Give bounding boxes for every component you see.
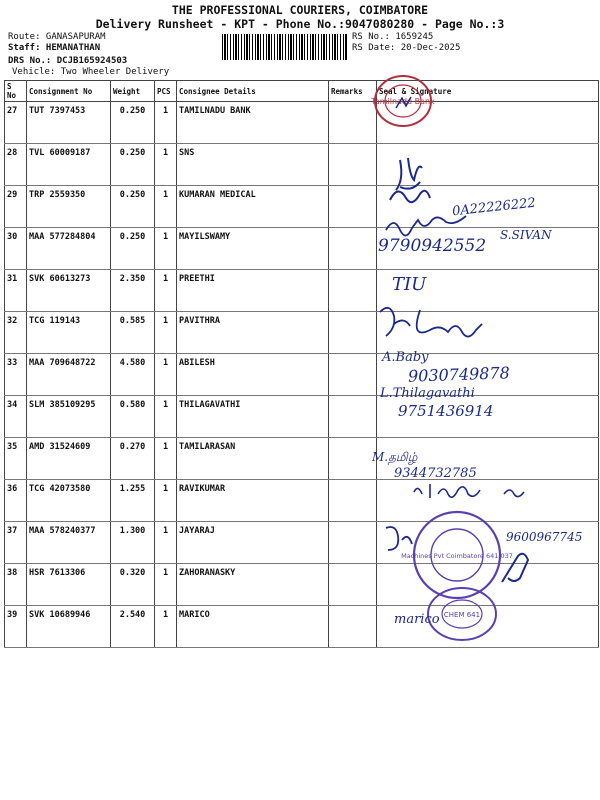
cell-weight: 0.580 (111, 396, 155, 438)
cell-pcs: 1 (155, 228, 177, 270)
header-consignee: Consignee Details (177, 81, 329, 102)
cell-sno: 32 (5, 312, 27, 354)
cell-cons: SLM 385109295 (27, 396, 111, 438)
cell-weight: 0.585 (111, 312, 155, 354)
handwritten-name-33: A.Baby (382, 350, 429, 365)
cell-weight: 0.250 (111, 144, 155, 186)
cell-consignee: TAMILNADU BANK (177, 102, 329, 144)
cell-remarks (329, 228, 377, 270)
table-row (5, 312, 599, 354)
handwritten-phone-37: 9600967745 (506, 530, 583, 544)
cell-remarks (329, 564, 377, 606)
cell-weight: 0.250 (111, 102, 155, 144)
cell-cons: MAA 578240377 (27, 522, 111, 564)
cell-consignee: SNS (177, 144, 329, 186)
cell-pcs: 1 (155, 186, 177, 228)
handwritten-initial-31: TIU (392, 274, 427, 295)
cell-remarks (329, 480, 377, 522)
cell-cons: HSR 7613306 (27, 564, 111, 606)
cell-consignee: PAVITHRA (177, 312, 329, 354)
cell-consignee: RAVIKUMAR (177, 480, 329, 522)
cell-pcs: 1 (155, 102, 177, 144)
rs-number: RS No.: 1659245 (352, 32, 434, 42)
cell-remarks (329, 354, 377, 396)
cell-pcs: 1 (155, 522, 177, 564)
handwritten-phone-30: 9790942552 (378, 236, 487, 256)
cell-cons: MAA 577284804 (27, 228, 111, 270)
cell-remarks (329, 144, 377, 186)
table-row (5, 438, 599, 480)
table-row (5, 480, 599, 522)
drs-label: DRS No.: DCJB165924503 (8, 56, 128, 66)
cell-consignee: MARICO (177, 606, 329, 648)
cell-pcs: 1 (155, 312, 177, 354)
cell-sno: 39 (5, 606, 27, 648)
cell-sno: 33 (5, 354, 27, 396)
runsheet-subtitle: Delivery Runsheet - KPT - Phone No.:9047080280 - Page No.:3 (95, 17, 505, 31)
cell-consignee: KUMARAN MEDICAL (177, 186, 329, 228)
cell-weight: 1.300 (111, 522, 155, 564)
table-row (5, 396, 599, 438)
cell-sno: 29 (5, 186, 27, 228)
cell-consignee: ABILESH (177, 354, 329, 396)
cell-consignee: THILAGAVATHI (177, 396, 329, 438)
machines-stamp-text: Machines Pvt Coimbatore 641 037 (401, 552, 513, 560)
cell-cons: TCG 119143 (27, 312, 111, 354)
cell-consignee: MAYILSWAMY (177, 228, 329, 270)
cell-pcs: 1 (155, 606, 177, 648)
cell-remarks (329, 102, 377, 144)
cell-weight: 0.270 (111, 438, 155, 480)
header-seal-signature: Seal & Signature (377, 81, 599, 102)
cell-consignee: PREETHI (177, 270, 329, 312)
header-consignment: Consignment No (27, 81, 111, 102)
cell-remarks (329, 522, 377, 564)
cell-sno: 28 (5, 144, 27, 186)
cell-remarks (329, 186, 377, 228)
runsheet-title: THE PROFESSIONAL COURIERS, COIMBATORE (171, 3, 429, 17)
cell-remarks (329, 312, 377, 354)
cell-pcs: 1 (155, 438, 177, 480)
chem-stamp-text: CHEM 641 (443, 611, 481, 619)
handwritten-name-34: L.Thilagavathi (380, 386, 475, 401)
header-pcs: PCS (155, 81, 177, 102)
cell-weight: 2.540 (111, 606, 155, 648)
cell-remarks (329, 438, 377, 480)
cell-cons: AMD 31524609 (27, 438, 111, 480)
cell-sno: 30 (5, 228, 27, 270)
cell-consignee: JAYARAJ (177, 522, 329, 564)
cell-sno: 27 (5, 102, 27, 144)
cell-seal (377, 312, 599, 354)
handwritten-name-35: M.தமிழ் (372, 450, 418, 464)
table-header-row (5, 81, 599, 102)
handwritten-name-39: marico (394, 612, 440, 627)
cell-remarks (329, 270, 377, 312)
cell-sno: 31 (5, 270, 27, 312)
cell-seal (377, 144, 599, 186)
table-row (5, 606, 599, 648)
cell-pcs: 1 (155, 144, 177, 186)
staff-label: Staff: HEMANATHAN (8, 43, 101, 53)
header-sno: S No (5, 81, 27, 102)
cell-seal (377, 480, 599, 522)
cell-cons: MAA 709648722 (27, 354, 111, 396)
cell-pcs: 1 (155, 270, 177, 312)
cell-pcs: 1 (155, 354, 177, 396)
header-weight: Weight (111, 81, 155, 102)
cell-weight: 0.250 (111, 228, 155, 270)
handwritten-phone-29: 0A22226222 (451, 195, 537, 220)
cell-cons: TCG 42073580 (27, 480, 111, 522)
cell-weight: 0.320 (111, 564, 155, 606)
table-row (5, 144, 599, 186)
cell-consignee: TAMILARASAN (177, 438, 329, 480)
route-label: Route: GANASAPURAM (8, 32, 106, 42)
handwritten-phone-33: 9030749878 (407, 363, 511, 386)
cell-weight: 0.250 (111, 186, 155, 228)
cell-consignee: ZAHORANASKY (177, 564, 329, 606)
cell-sno: 34 (5, 396, 27, 438)
vehicle-label: Vehicle: Two Wheeler Delivery (12, 67, 170, 77)
cell-seal (377, 564, 599, 606)
cell-cons: TVL 60009187 (27, 144, 111, 186)
cell-sno: 37 (5, 522, 27, 564)
delivery-table (4, 80, 599, 648)
cell-remarks (329, 606, 377, 648)
handwritten-name-30: S.SIVAN (500, 228, 552, 242)
cell-cons: TUT 7397453 (27, 102, 111, 144)
barcode (222, 34, 347, 60)
cell-remarks (329, 396, 377, 438)
cell-pcs: 1 (155, 480, 177, 522)
cell-seal (377, 102, 599, 144)
rs-date: RS Date: 20-Dec-2025 (352, 43, 461, 53)
cell-weight: 2.350 (111, 270, 155, 312)
cell-sno: 35 (5, 438, 27, 480)
table-row (5, 270, 599, 312)
cell-weight: 1.255 (111, 480, 155, 522)
cell-pcs: 1 (155, 396, 177, 438)
cell-cons: SVK 60613273 (27, 270, 111, 312)
cell-sno: 38 (5, 564, 27, 606)
cell-weight: 4.580 (111, 354, 155, 396)
table-row (5, 564, 599, 606)
handwritten-phone-34: 9751436914 (398, 402, 494, 420)
cell-cons: SVK 10689946 (27, 606, 111, 648)
table-row (5, 102, 599, 144)
header-remarks: Remarks (329, 81, 377, 102)
cell-sno: 36 (5, 480, 27, 522)
bank-stamp-text: Tamilnadu Bank (371, 97, 435, 106)
cell-cons: TRP 2559350 (27, 186, 111, 228)
handwritten-phone-36: 9344732785 (394, 466, 477, 481)
cell-pcs: 1 (155, 564, 177, 606)
